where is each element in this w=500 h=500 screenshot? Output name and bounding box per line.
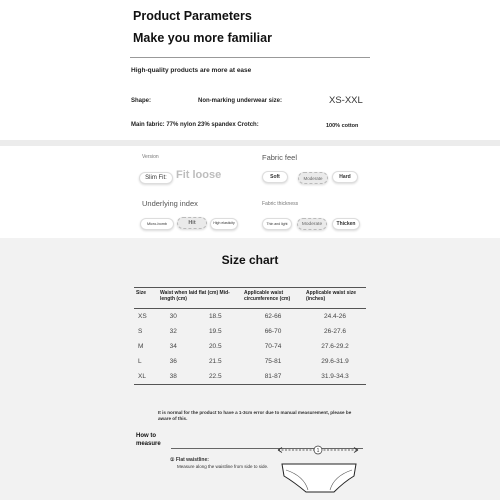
version-label: Version xyxy=(142,154,159,160)
cell-waist-flat: 34 xyxy=(169,342,177,350)
divider xyxy=(130,57,370,58)
shape-label: Shape: xyxy=(131,98,152,104)
page-title: Product Parameters xyxy=(133,9,252,23)
cell-waist-inch: 24.4-26 xyxy=(323,312,347,320)
underwear-illustration xyxy=(272,436,364,498)
cell-size: XS xyxy=(138,312,147,320)
table-row xyxy=(134,324,366,339)
header-waist-inch: Applicable waist size (inches) xyxy=(304,288,366,309)
cell-waist-flat: 38 xyxy=(158,369,189,385)
size-value: XS-XXL xyxy=(329,95,363,106)
option-thin-light: Thin and light xyxy=(262,218,292,230)
how-to-line1: How to xyxy=(136,433,156,439)
option-hard: Hard xyxy=(332,171,358,183)
cell-waist-cm: 70-74 xyxy=(264,342,282,350)
cell-waist-flat: 32 xyxy=(169,327,177,335)
table-row xyxy=(134,354,366,369)
cell-waist-flat: 30 xyxy=(169,312,177,320)
fabric-thickness-label: Fabric thickness xyxy=(262,201,299,207)
tagline: High-quality products are more at ease xyxy=(131,67,252,74)
crotch-value: 100% cotton xyxy=(326,123,359,129)
size-table-header xyxy=(134,288,366,309)
table-row xyxy=(134,339,366,354)
option-thicken: Thicken xyxy=(332,218,360,230)
size-label: Non-marking underwear size: xyxy=(198,98,283,104)
fabric-feel-label: Fabric feel xyxy=(262,153,298,162)
cell-waist-flat: 36 xyxy=(169,358,177,366)
cell-mid-length: 19.5 xyxy=(208,327,222,335)
option-high-elasticity: High elasticity xyxy=(210,218,238,230)
measurement-note: It is normal for the product to have a 1-3cm error due to manual measurement, please be aware of this. xyxy=(158,410,352,421)
page-subtitle: Make you more familiar xyxy=(133,31,272,45)
option-slim-fit: Slim Fit: xyxy=(139,172,173,184)
cell-size: L xyxy=(138,358,142,366)
flat-waistline-title: ① Flat waistline: xyxy=(170,457,209,463)
cell-waist-cm: 81-87 xyxy=(242,369,304,385)
header-size: Size xyxy=(134,288,158,309)
how-to-line2: measure xyxy=(136,440,161,447)
header-waist-cm: Applicable waist circumference (cm) xyxy=(242,288,304,309)
option-micro-bomb: Micro-bomb xyxy=(140,218,174,230)
marker-number: 1 xyxy=(316,448,320,454)
size-chart-title: Size chart xyxy=(221,253,279,267)
underwear-outline xyxy=(282,464,356,492)
cell-mid-length: 22.5 xyxy=(189,369,242,385)
cell-size: S xyxy=(138,327,143,335)
size-table xyxy=(134,287,366,385)
cell-waist-cm: 62-66 xyxy=(264,312,282,320)
cell-waist-inch: 29.6-31.9 xyxy=(321,358,349,366)
cell-waist-cm: 66-70 xyxy=(264,327,282,335)
header-waist-flat: Waist when laid flat (cm) Mid-length (cm) xyxy=(158,288,242,309)
cell-waist-cm: 75-81 xyxy=(264,358,282,366)
parameters-header xyxy=(0,0,500,140)
section-divider xyxy=(0,140,500,146)
option-fit-loose: Fit loose xyxy=(176,169,222,181)
option-moderate: Moderate xyxy=(298,172,328,184)
cell-waist-inch: 27.6-29.2 xyxy=(321,342,349,350)
table-row xyxy=(134,369,366,385)
table-row xyxy=(134,308,366,324)
underlying-index-label: Underlying index xyxy=(142,199,198,208)
cell-waist-inch: 26-27.6 xyxy=(323,327,347,335)
how-to-measure-label xyxy=(136,433,161,448)
option-soft: Soft xyxy=(262,171,288,183)
flat-waistline-desc: Measure along the waistline from side to side. xyxy=(177,464,269,469)
cell-mid-length: 18.5 xyxy=(208,312,222,320)
cell-waist-inch: 31.9-34.3 xyxy=(304,369,366,385)
cell-size: M xyxy=(138,342,144,350)
option-hit: Hit xyxy=(177,217,207,229)
option-moderate-thickness: Moderate xyxy=(297,218,327,230)
cell-mid-length: 21.5 xyxy=(208,358,222,366)
cell-mid-length: 20.5 xyxy=(208,342,222,350)
fabric-line: Main fabric: 77% nylon 23% spandex Crotch: xyxy=(131,122,259,128)
cell-size: XL xyxy=(134,369,158,385)
